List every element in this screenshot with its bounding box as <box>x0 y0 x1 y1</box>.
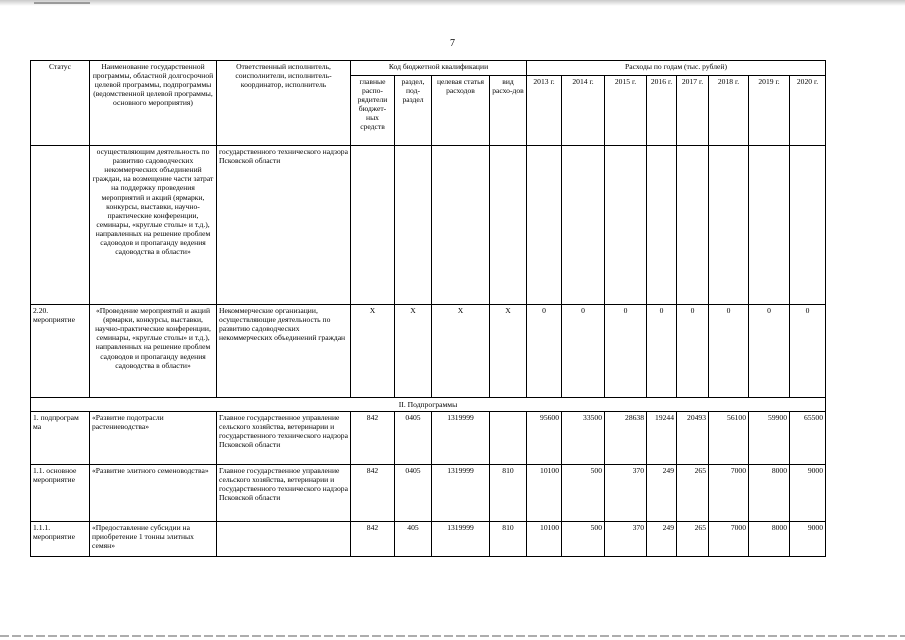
cell-year: 249 <box>647 522 677 557</box>
header-bk-section: раздел, под-раздел <box>395 75 432 145</box>
cell-year: 7000 <box>709 522 749 557</box>
cell-year: 59900 <box>749 412 790 465</box>
cell-year: 0 <box>749 305 790 398</box>
cell-status <box>31 146 90 305</box>
table-row <box>31 412 826 465</box>
cell-bk-section: 0405 <box>395 465 432 522</box>
cell-name: осуществляющим деятельность по развитию садоводческих некоммерческих объединений граждан, на возмещение части затрат на поддержку проведения мероприятий и акций (ярмарки, конкурсы, выставки, научно-практические конференции, семинары, «круглые столы» и т.д.), направленных на решение проблем садоводов и пропаганду ведения садоводства в области» <box>90 146 217 305</box>
table-row <box>31 465 826 522</box>
cell-bk-target: X <box>432 305 490 398</box>
cell-bk-type <box>490 146 527 305</box>
cell-bk-main: X <box>351 305 395 398</box>
cell-year: 9000 <box>790 522 826 557</box>
header-bk-target: целевая статья расходов <box>432 75 490 145</box>
header-year-2017: 2017 г. <box>677 75 709 145</box>
header-bk-type: вид расхо-дов <box>490 75 527 145</box>
header-year-2013: 2013 г. <box>527 75 562 145</box>
cell-year: 0 <box>527 305 562 398</box>
cell-bk-target: 1319999 <box>432 522 490 557</box>
scan-mark <box>34 2 90 4</box>
cell-bk-section: 405 <box>395 522 432 557</box>
page-number: 7 <box>450 38 455 49</box>
cell-bk-main <box>351 146 395 305</box>
cell-bk-type: 810 <box>490 465 527 522</box>
cell-bk-target: 1319999 <box>432 465 490 522</box>
cell-status: 1.1.1. мероприятие <box>31 522 90 557</box>
cell-year <box>790 146 826 305</box>
cell-year: 249 <box>647 465 677 522</box>
cell-year <box>605 146 647 305</box>
cell-year: 0 <box>677 305 709 398</box>
cell-year <box>677 146 709 305</box>
cell-year: 28638 <box>605 412 647 465</box>
header-expenses-group: Расходы по годам (тыс. рублей) <box>527 61 826 76</box>
cell-bk-main: 842 <box>351 412 395 465</box>
cell-name: «Развитие подотрасли растениеводства» <box>90 412 217 465</box>
cell-bk-type: 810 <box>490 522 527 557</box>
cell-status: 1.1. основное мероприятие <box>31 465 90 522</box>
cell-year: 500 <box>562 465 605 522</box>
cell-year: 0 <box>709 305 749 398</box>
cell-executor <box>217 522 351 557</box>
cell-year <box>527 146 562 305</box>
cell-status: 2.20. мероприятие <box>31 305 90 398</box>
cell-year <box>709 146 749 305</box>
cell-year: 8000 <box>749 465 790 522</box>
cell-name: «Развитие элитного семеноводства» <box>90 465 217 522</box>
cell-year: 500 <box>562 522 605 557</box>
header-year-2019: 2019 г. <box>749 75 790 145</box>
header-year-2018: 2018 г. <box>709 75 749 145</box>
cell-year: 20493 <box>677 412 709 465</box>
table-row <box>31 146 826 305</box>
scan-edge-bottom <box>0 635 905 637</box>
table-row <box>31 305 826 398</box>
cell-name: «Предоставление субсидии на приобретение 1 тонны элитных семян» <box>90 522 217 557</box>
cell-bk-section <box>395 146 432 305</box>
header-status: Статус <box>31 61 90 146</box>
cell-year <box>562 146 605 305</box>
cell-year: 65500 <box>790 412 826 465</box>
cell-bk-target <box>432 146 490 305</box>
cell-bk-section: 0405 <box>395 412 432 465</box>
header-bk-group: Код бюджетной квалификации <box>351 61 527 76</box>
cell-year: 265 <box>677 522 709 557</box>
header-year-2016: 2016 г. <box>647 75 677 145</box>
cell-bk-target: 1319999 <box>432 412 490 465</box>
header-executor: Ответственный исполнитель, соисполнители, исполнитель-координатор, исполнитель <box>217 61 351 146</box>
cell-executor: Главное государственное управление сельского хозяйства, ветеринарии и государственного технического надзора Псковской области <box>217 465 351 522</box>
cell-year <box>647 146 677 305</box>
section-title: II. Подпрограммы <box>31 398 826 412</box>
cell-year: 95600 <box>527 412 562 465</box>
header-program-name: Наименование государственной программы, областной долгосрочной целевой программы, подпрограммы (ведомственной целевой программы, основного мероприятия) <box>90 61 217 146</box>
header-year-2015: 2015 г. <box>605 75 647 145</box>
cell-bk-type <box>490 412 527 465</box>
cell-year: 370 <box>605 522 647 557</box>
cell-year: 56100 <box>709 412 749 465</box>
budget-table <box>30 60 826 557</box>
cell-name: «Проведение мероприятий и акций (ярмарки, конкурсы, выставки, научно-практические конференции, семинары, «круглые столы» и т.д.), направленных на решение проблем садоводов и пропаганду ведения садоводства в области» <box>90 305 217 398</box>
cell-year: 265 <box>677 465 709 522</box>
cell-year: 8000 <box>749 522 790 557</box>
header-row-1 <box>31 61 826 76</box>
cell-year: 0 <box>562 305 605 398</box>
cell-year: 7000 <box>709 465 749 522</box>
cell-year: 370 <box>605 465 647 522</box>
scan-edge-top <box>0 0 905 6</box>
cell-bk-section: X <box>395 305 432 398</box>
table-row <box>31 522 826 557</box>
cell-year: 0 <box>647 305 677 398</box>
header-bk-main: главные распо-рядители бюджет-ных средств <box>351 75 395 145</box>
cell-year: 33500 <box>562 412 605 465</box>
cell-status: 1. подпрограм ма <box>31 412 90 465</box>
cell-executor: Главное государственное управление сельского хозяйства, ветеринарии и государственного технического надзора Псковской области <box>217 412 351 465</box>
cell-executor: государственного технического надзора Псковской области <box>217 146 351 305</box>
cell-bk-type: X <box>490 305 527 398</box>
header-year-2020: 2020 г. <box>790 75 826 145</box>
section-row <box>31 398 826 412</box>
cell-year: 0 <box>605 305 647 398</box>
cell-year: 10100 <box>527 522 562 557</box>
header-year-2014: 2014 г. <box>562 75 605 145</box>
cell-year <box>749 146 790 305</box>
cell-year: 9000 <box>790 465 826 522</box>
cell-bk-main: 842 <box>351 522 395 557</box>
cell-year: 10100 <box>527 465 562 522</box>
cell-bk-main: 842 <box>351 465 395 522</box>
cell-executor: Некоммерческие организации, осуществляющие деятельность по развитию садоводческих некоммерческих объединений граждан <box>217 305 351 398</box>
cell-year: 19244 <box>647 412 677 465</box>
cell-year: 0 <box>790 305 826 398</box>
